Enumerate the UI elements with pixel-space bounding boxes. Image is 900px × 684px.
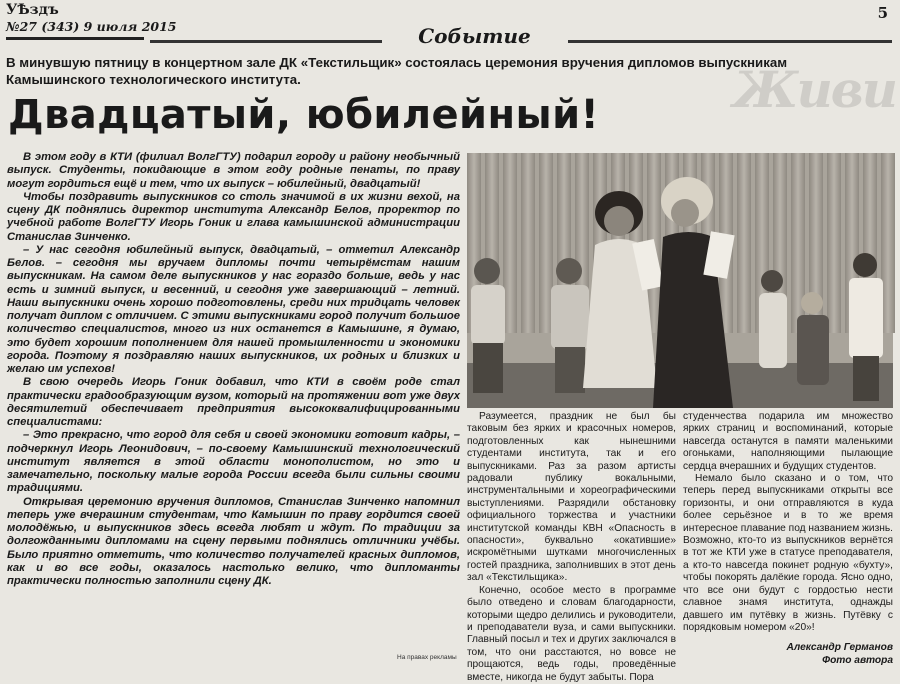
photo-credit: Фото автора [822,654,893,666]
page-number: 5 [877,4,888,22]
ad-note: На правах рекламы [397,654,457,661]
masthead: УѢздъ [6,2,59,18]
issue-rule [6,37,144,40]
article-column-left [7,151,460,659]
article-column-middle [467,411,676,683]
paragraph: студенчества подарила им множество ярких страниц и воспоминаний, которые навсегда останутся в памяти маленькими огоньками, наполняющими пылающие сердца вчерашних и будущих студентов. [683,411,893,472]
background-deco-text: Живи [732,60,896,119]
author-byline: Александр Германов [786,642,893,654]
paragraph: В этом году в КТИ (филиал ВолгГТУ) подарил городу и району необычный выпуск. Студенты, покидающие в этом году родные пенаты, по праву могут гордиться ещё и тем, что их выпуск – юбилейный, двадцатый! [7,151,460,190]
paragraph: Разумеется, праздник не был бы таковым без ярких и красочных номеров, подготовленных как нынешними студентами института, так и его выпускниками. Раз за разом артисты радовали публику вокальными, инструментальными и хореографическими выступлениями. Разрядили обстановку официального торжества и участники институтской команды КВН «Опасность в опасности», буквально «окатившие» искромётными шутками многочисленных гостей праздника, заполнивших в этот день зал «Текстильщика». [467,411,676,584]
article-column-right [683,411,893,666]
event-photo [467,153,893,408]
paragraph: – Это прекрасно, что город для себя и своей экономики готовит кадры, – подчеркнул Игорь Леонидович, – по-своему Камышинский технологический институт является в этой области монополистом, но это и замечательно, поскольку малые города России всегда были сильны своими традициями. [7,429,460,495]
paragraph: – У нас сегодня юбилейный выпуск, двадцатый, – отметил Александр Белов. – сегодня мы вручаем дипломы почти четырёмстам нашим выпускникам. На самом деле выпускников у нас гораздо больше, ведь у нас есть и зимний выпуск, и весенний, и сегодня уже завершающий – летний. Наши выпускники очень хорошо подготовлены, среди них тридцать человек получат диплом с отличием. С этими выпускниками город получит большое количество специалистов, много из них останется в Камышине, я думаю, это будет хорошим пополнением для нашей промышленности и экономики города. Поэтому я поздравляю наших выпускников, их родных и близких и желаю им успехов! [7,243,460,375]
paragraph: Конечно, особое место в программе было отведено и словам благодарности, которыми щедро делились и руководители, и преподаватели вуза, и сами выпускники. Главный посыл и тех и других заключался в том, что они расстаются, но вовсе не прощаются, ведь годы, проведённые вместе, никогда не будут забыты. Пора [467,584,676,683]
paragraph: Открывая церемонию вручения дипломов, Станислав Зинченко напомнил теперь уже вчерашним студентам, что Камышин по праву гордится своей молодёжью, и выпускников здесь всегда любят и ждут. По традиции за долгожданными дипломами на сцену первыми поднялись отличники учёбы. Было приятно отметить, что количество получателей красных дипломов, как и во все годы, оказалось настолько велико, что дипломанты практически полностью заполнили сцену ДК. [7,495,460,587]
section-title: Событие [418,24,531,48]
paragraph: Немало было сказано и о том, что теперь перед выпускниками открыты все горизонты, и они отправляются в куда более серьёзное и в то же время интересное плавание под названием жизнь. Возможно, кто-то из выпускников вернётся в тот же КТИ уже в статусе преподавателя, а кто-то навсегда покинет родную «бухту», чтобы покорять далёкие города. Ясно одно, что все они будут с гордостью нести славное знамя института, однажды давшего им путёвку в жизнь. Путёвку с порядковым номером «20»! [683,473,893,633]
header-rule-left [150,40,382,43]
paragraph: Чтобы поздравить выпускников со столь значимой в их жизни вехой, на сцену ДК поднялись директор института Александр Белов, проректор по учебной работе ВолгГТУ Игорь Гоник и глава камышинской администрации Станислав Зинченко. [7,190,460,243]
header-rule-right [568,40,892,43]
article-headline: Двадцатый, юбилейный! [8,92,600,138]
event-photo-graphic [467,153,893,408]
article-lead: В минувшую пятницу в концертном зале ДК «Текстильщик» состоялась церемония вручения дипломов выпускникам Камышинского технологического института. [6,55,788,87]
issue-info: №27 (343) 9 июля 2015 [6,19,177,34]
paragraph: В свою очередь Игорь Гоник добавил, что КТИ в своём роде стал практически градообразующим вузом, который на протяжении вот уже двух десятилетий обеспечивает предприятия высококвалифицированными специалистами: [7,376,460,428]
